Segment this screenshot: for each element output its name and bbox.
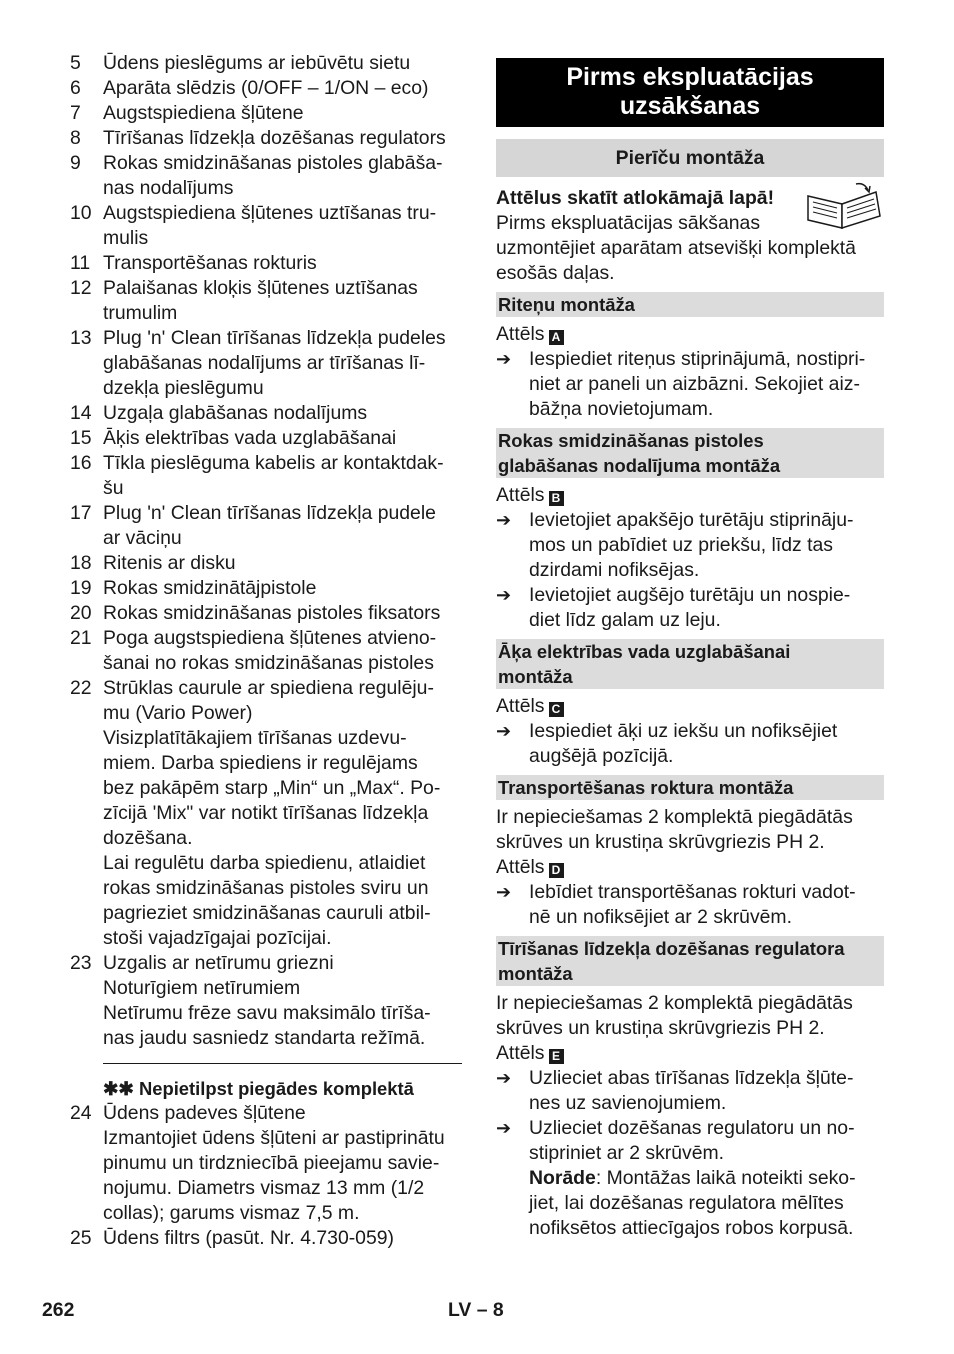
list-item xyxy=(70,201,462,251)
text-line: šanai no rokas smidzināšanas pistoles xyxy=(103,652,434,674)
figure-word: Attēls xyxy=(496,695,545,717)
list-item xyxy=(70,276,462,326)
text-line: Tīrīšanas līdzekļa dozēšanas regulatora xyxy=(498,938,845,959)
arrow-icon: ➔ xyxy=(496,1068,512,1088)
item-number: 8 xyxy=(70,127,81,149)
list-item xyxy=(70,426,462,451)
item-number: 10 xyxy=(70,202,92,224)
item-text xyxy=(103,1226,462,1251)
page-number: 262 xyxy=(42,1299,75,1321)
step-text xyxy=(529,880,884,930)
text-line: skrūves un krustiņa skrūvgriezis PH 2. xyxy=(496,831,825,853)
list-item xyxy=(70,676,462,951)
item-number: 18 xyxy=(70,552,92,574)
figure-reference xyxy=(496,483,884,508)
text-line: Aparāta slēdzis (0/OFF – 1/ON – eco) xyxy=(103,77,429,99)
text-line: Augstspiediena šļūtene xyxy=(103,102,304,124)
figure-letter: D xyxy=(549,863,564,878)
text-line: mos un pabīdiet uz priekšu, līdz tas xyxy=(529,534,833,556)
intro-bold: Attēlus skatīt atlokāmajā lapā! xyxy=(496,187,775,209)
text-line: Visizplatītākajiem tīrīšanas uzdevu- xyxy=(103,727,407,749)
item-number: 13 xyxy=(70,327,92,349)
item-number: 12 xyxy=(70,277,92,299)
text-line: Iespiediet riteņus stiprinājumā, nostipri- xyxy=(529,348,866,370)
text-line: montāža xyxy=(498,963,573,984)
text-line: Rokas smidzinātājpistole xyxy=(103,577,317,599)
text-line: Izmantojiet ūdens šļūteni ar pastiprinātu xyxy=(103,1127,445,1149)
step-text xyxy=(529,1116,884,1166)
intro-paragraph xyxy=(496,186,884,286)
item-text xyxy=(103,101,462,126)
item-text xyxy=(103,51,462,76)
figure-word: Attēls xyxy=(496,484,545,506)
text-line: Transportēšanas rokturis xyxy=(103,252,317,274)
item-number: 25 xyxy=(70,1227,92,1249)
text-line: Ir nepieciešamas 2 komplektā piegādātās xyxy=(496,806,853,828)
item-number: 24 xyxy=(70,1102,92,1124)
text-line: Ievietojiet augšējo turētāju un nospie- xyxy=(529,584,851,606)
list-item xyxy=(70,326,462,401)
figure-word: Attēls xyxy=(496,1042,545,1064)
text-line: nofiksētos attiecīgajos robos korpusā. xyxy=(529,1217,854,1239)
figure-reference xyxy=(496,855,884,880)
footer-section: LV – 8 xyxy=(448,1299,504,1321)
list-item xyxy=(70,401,462,426)
item-number: 17 xyxy=(70,502,92,524)
list-item xyxy=(70,251,462,276)
left-column xyxy=(70,51,462,1251)
text-line: jiet, lai dozēšanas regulatora mēlītes xyxy=(529,1192,844,1214)
arrow-icon: ➔ xyxy=(496,585,512,605)
text-line: šu xyxy=(103,477,124,499)
item-text xyxy=(103,501,462,551)
subsection-dosing xyxy=(496,936,884,986)
item-number: 7 xyxy=(70,102,81,124)
text-line: trumulim xyxy=(103,302,178,324)
text-line: Strūklas caurule ar spiediena regulēju- xyxy=(103,677,434,699)
list-item xyxy=(70,626,462,676)
item-text xyxy=(103,151,462,201)
note-label: Norāde xyxy=(529,1167,596,1189)
text-line: Āķa elektrības vada uzglabāšanai xyxy=(498,641,791,662)
text-line: dzirdami nofiksējas. xyxy=(529,559,700,581)
note-line xyxy=(529,1166,884,1191)
text-line: Noturīgiem netīrumiem xyxy=(103,977,301,999)
text-line: Uzgaļa glabāšanas nodalījums xyxy=(103,402,368,424)
list-item xyxy=(70,601,462,626)
text-line: nas jaudu sasniedz standarta režīmā. xyxy=(103,1027,426,1049)
text-line: Augstspiediena šļūtenes uztīšanas tru- xyxy=(103,202,437,224)
text-line: nē un nofiksējiet ar 2 skrūvēm. xyxy=(529,906,792,928)
text-line: glabāšanas nodalījuma montāža xyxy=(498,455,781,476)
instruction-step xyxy=(496,583,884,633)
arrow-icon: ➔ xyxy=(496,1118,512,1138)
step-text xyxy=(529,719,884,769)
item-text xyxy=(103,1101,462,1226)
subsection-hook xyxy=(496,639,884,689)
parts-list xyxy=(70,51,462,1051)
figure-reference xyxy=(496,694,884,719)
text-line: miem. Darba spiediens ir regulējams xyxy=(103,752,418,774)
figure-letter: E xyxy=(549,1049,564,1064)
text-line: Āķis elektrības vada uzglabāšanai xyxy=(103,427,397,449)
subsection-handle: Transportēšanas roktura montāža xyxy=(496,775,884,800)
item-text xyxy=(103,126,462,151)
text-line: Ūdens filtrs (pasūt. Nr. 4.730-059) xyxy=(103,1227,394,1249)
text-line: nas nodalījums xyxy=(103,177,234,199)
text-line: esošās daļas. xyxy=(496,262,615,284)
text-line: Netīrumu frēze savu maksimālo tīrīša- xyxy=(103,1002,431,1024)
text-line: diet līdz galam uz leju. xyxy=(529,609,721,631)
text-line: augšējā pozīcijā. xyxy=(529,745,674,767)
list-item xyxy=(70,126,462,151)
figure-letter: B xyxy=(549,491,564,506)
arrow-icon: ➔ xyxy=(496,721,512,741)
step-text xyxy=(529,347,884,422)
figure-reference xyxy=(496,1041,884,1066)
list-item xyxy=(70,101,462,126)
text-line: bez pakāpēm starp „Min“ un „Max“. Po- xyxy=(103,777,441,799)
step-text xyxy=(529,583,884,633)
text-line: stoši vajadzīgajai pozīcijai. xyxy=(103,927,332,949)
item-text xyxy=(103,426,462,451)
item-text xyxy=(103,601,462,626)
text-line: mu (Vario Power) xyxy=(103,702,253,724)
figure-reference xyxy=(496,322,884,347)
instruction-step xyxy=(496,880,884,930)
item-number: 23 xyxy=(70,952,92,974)
arrow-icon: ➔ xyxy=(496,510,512,530)
item-number: 6 xyxy=(70,77,81,99)
item-text xyxy=(103,576,462,601)
text-line: Ritenis ar disku xyxy=(103,552,236,574)
item-text xyxy=(103,201,462,251)
divider xyxy=(103,1063,462,1064)
not-included-heading: ✱✱ Nepietilpst piegādes komplektā xyxy=(103,1078,414,1099)
text-line: Uzlieciet dozēšanas regulatoru un no- xyxy=(529,1117,855,1139)
text-line: Tīrīšanas līdzekļa dozēšanas regulators xyxy=(103,127,446,149)
list-item xyxy=(70,51,462,76)
text-line: Ir nepieciešamas 2 komplektā piegādātās xyxy=(496,992,853,1014)
figure-word: Attēls xyxy=(496,856,545,878)
list-item xyxy=(70,1226,462,1251)
text-line: pinumu un tirdzniecībā pieejamu savie- xyxy=(103,1152,440,1174)
item-text xyxy=(103,451,462,501)
accessory-list xyxy=(70,1101,462,1251)
note-text: : Montāžas laikā noteikti seko- xyxy=(595,1167,856,1189)
text-line: Tīkla pieslēguma kabelis ar kontaktdak- xyxy=(103,452,444,474)
arrow-icon: ➔ xyxy=(496,349,512,369)
figure-letter: C xyxy=(549,702,564,717)
list-item xyxy=(70,151,462,201)
list-item xyxy=(70,951,462,1051)
text-line: Poga augstspiediena šļūtenes atvieno- xyxy=(103,627,437,649)
text-line: Plug 'n' Clean tīrīšanas līdzekļa pudeles xyxy=(103,327,446,349)
list-item xyxy=(70,76,462,101)
text-line: Iebīdiet transportēšanas rokturi vadot- xyxy=(529,881,856,903)
item-number: 21 xyxy=(70,627,92,649)
text-line: Plug 'n' Clean tīrīšanas līdzekļa pudele xyxy=(103,502,436,524)
instruction-step xyxy=(496,1066,884,1116)
item-text xyxy=(103,626,462,676)
arrow-icon: ➔ xyxy=(496,882,512,902)
text-line: Uzlieciet abas tīrīšanas līdzekļa šļūte- xyxy=(529,1067,854,1089)
text-line: zīcijā 'Mix" var notikt tīrīšanas līdzekļa xyxy=(103,802,429,824)
step-text xyxy=(529,1066,884,1116)
text-line: Palaišanas kloķis šļūtenes uztīšanas xyxy=(103,277,418,299)
list-item xyxy=(70,551,462,576)
text-line: collas); garums vismaz 7,5 m. xyxy=(103,1202,360,1224)
item-number: 9 xyxy=(70,152,81,174)
text-line: Ūdens padeves šļūtene xyxy=(103,1102,306,1124)
section-heading: Pierīču montāža xyxy=(496,139,884,177)
text-line: rokas smidzināšanas pistoles sviru un xyxy=(103,877,429,899)
item-number: 15 xyxy=(70,427,92,449)
text-line: skrūves un krustiņa skrūvgriezis PH 2. xyxy=(496,1017,825,1039)
text-line: niet ar paneli un aizbāzni. Sekojiet aiz- xyxy=(529,373,860,395)
item-text xyxy=(103,276,462,326)
item-text xyxy=(103,951,462,1051)
text-line: Pirms ekspluatācijas sākšanas xyxy=(496,212,761,234)
subsection-wheels: Riteņu montāža xyxy=(496,292,884,317)
list-item xyxy=(70,501,462,551)
main-heading: Pirms ekspluatācijas uzsākšanas xyxy=(496,58,884,127)
open-book-icon xyxy=(804,182,884,230)
text-line: nes uz savienojumiem. xyxy=(529,1092,727,1114)
text-line: mulis xyxy=(103,227,149,249)
text-line: glabāšanas nodalījums ar tīrīšanas lī- xyxy=(103,352,426,374)
text-line: Rokas smidzināšanas pistoles xyxy=(498,430,764,451)
text-line: pagrieziet smidzināšanas cauruli atbil- xyxy=(103,902,431,924)
subsection-holster xyxy=(496,428,884,478)
text-line: Ūdens pieslēgums ar iebūvētu sietu xyxy=(103,52,411,74)
text-line: dzekļa pieslēgumu xyxy=(103,377,264,399)
instruction-step xyxy=(496,347,884,422)
instruction-step xyxy=(496,508,884,583)
text-line: Uzgalis ar netīrumu griezni xyxy=(103,952,334,974)
item-text xyxy=(103,76,462,101)
text-line: stipriniet ar 2 skrūvēm. xyxy=(529,1142,725,1164)
right-column xyxy=(496,58,884,1241)
item-text xyxy=(103,551,462,576)
text-line: montāža xyxy=(498,666,573,687)
text-line: nojumu. Diametrs vismaz 13 mm (1/2 xyxy=(103,1177,425,1199)
step-text xyxy=(529,508,884,583)
text-line: Lai regulētu darba spiedienu, atlaidiet xyxy=(103,852,426,874)
text-line: dozēšana. xyxy=(103,827,193,849)
list-item xyxy=(70,576,462,601)
item-number: 19 xyxy=(70,577,92,599)
note xyxy=(529,1166,884,1241)
text-line: Rokas smidzināšanas pistoles glabāša- xyxy=(103,152,443,174)
figure-letter: A xyxy=(549,330,564,345)
list-item xyxy=(70,451,462,501)
item-text xyxy=(103,251,462,276)
item-number: 5 xyxy=(70,52,81,74)
item-text xyxy=(103,326,462,401)
instruction-step xyxy=(496,719,884,769)
text-line: Rokas smidzināšanas pistoles fiksators xyxy=(103,602,441,624)
figure-word: Attēls xyxy=(496,323,545,345)
text-line: ar vāciņu xyxy=(103,527,182,549)
text-line: Ievietojiet apakšējo turētāju stiprināju- xyxy=(529,509,854,531)
text-line: Iespiediet āķi uz iekšu un nofiksējiet xyxy=(529,720,838,742)
item-number: 14 xyxy=(70,402,92,424)
list-item xyxy=(70,1101,462,1226)
text-line: bāžņa novietojumam. xyxy=(529,398,714,420)
item-number: 16 xyxy=(70,452,92,474)
instruction-step xyxy=(496,1116,884,1166)
item-text xyxy=(103,401,462,426)
item-number: 20 xyxy=(70,602,92,624)
item-number: 11 xyxy=(70,252,91,274)
text-line: uzmontējiet aparātam atsevišķi komplektā xyxy=(496,237,856,259)
item-text xyxy=(103,676,462,951)
item-number: 22 xyxy=(70,677,92,699)
